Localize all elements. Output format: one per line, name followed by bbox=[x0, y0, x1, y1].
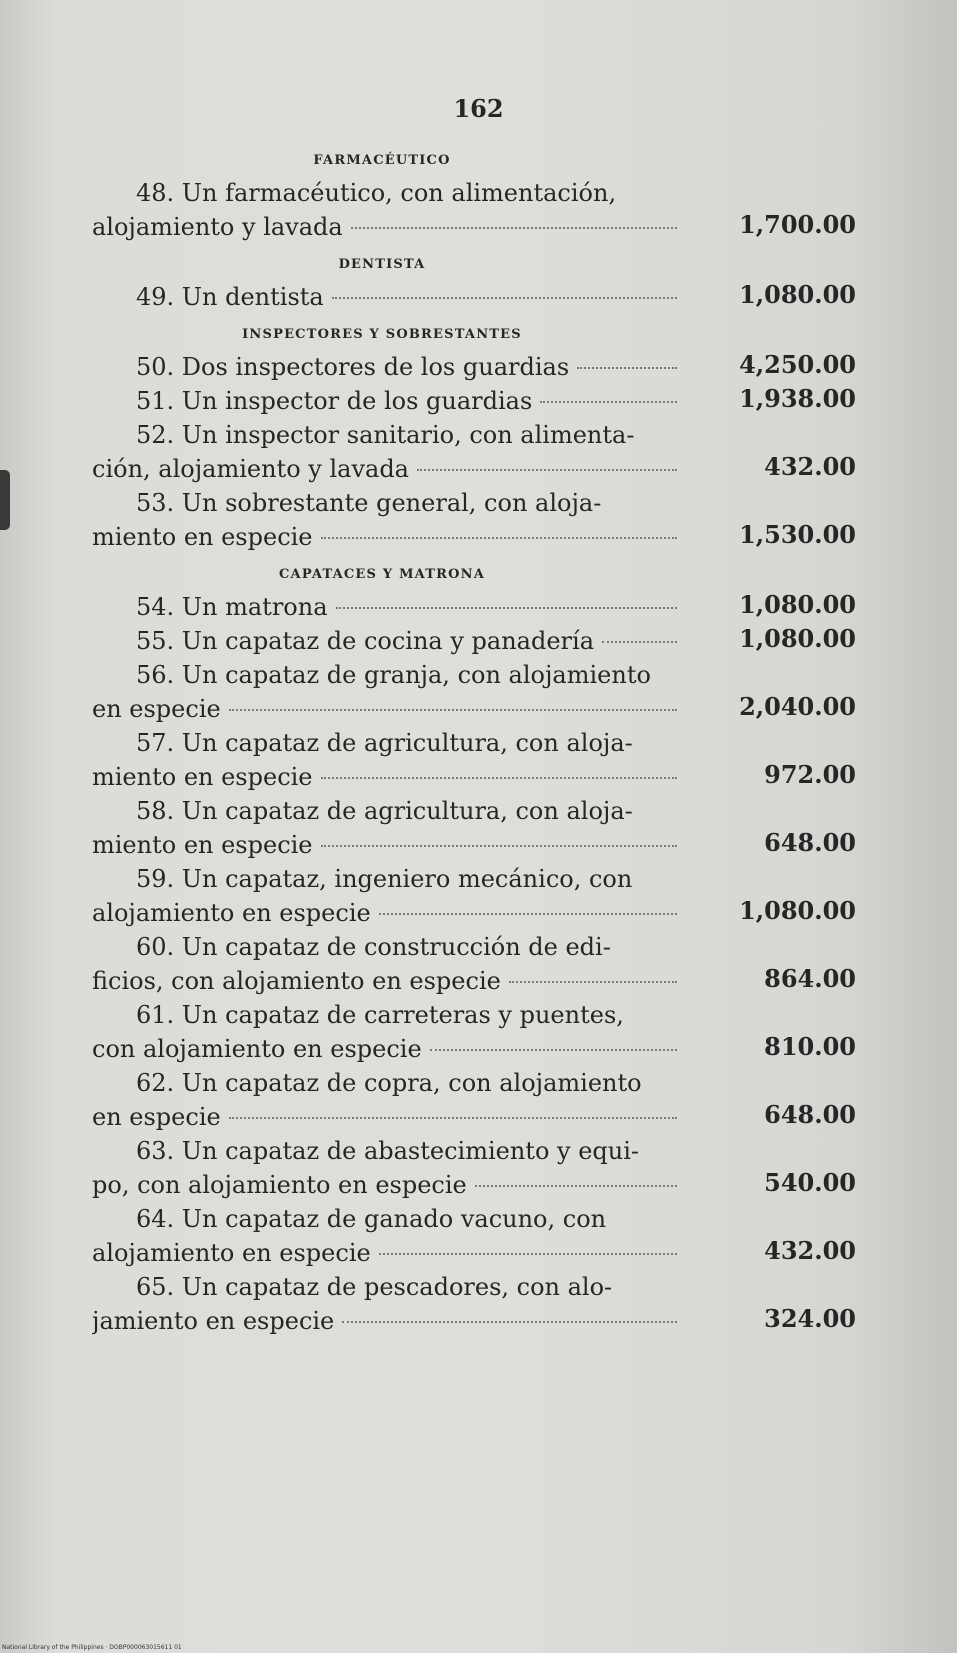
entry-line bbox=[92, 384, 677, 418]
entry-line-text: 54. Un matrona bbox=[136, 593, 328, 621]
entry-line-text: 55. Un capataz de cocina y panadería bbox=[136, 627, 595, 655]
entry-line-text: miento en especie bbox=[92, 763, 313, 791]
entry-line: 62. Un capataz de copra, con alojamiento bbox=[136, 1069, 642, 1097]
dot-leader bbox=[229, 709, 677, 711]
entry-line-text: 50. Dos inspectores de los guardias bbox=[136, 353, 570, 381]
dot-leader bbox=[577, 367, 677, 369]
budget-entry bbox=[92, 1134, 904, 1202]
dot-leader bbox=[332, 297, 677, 299]
section-heading: FARMACÉUTICO bbox=[313, 153, 451, 168]
entry-description bbox=[92, 1134, 677, 1202]
entry-description bbox=[92, 658, 677, 726]
budget-entry bbox=[92, 486, 904, 554]
dot-leader bbox=[336, 607, 677, 609]
dot-leader bbox=[351, 227, 677, 229]
entry-line bbox=[92, 896, 677, 930]
entry-description bbox=[92, 590, 677, 624]
entry-amount: 1,080.00 bbox=[739, 280, 856, 309]
entry-line bbox=[92, 1304, 677, 1338]
entry-amount: 810.00 bbox=[764, 1032, 856, 1061]
entry-amount: 864.00 bbox=[764, 964, 856, 993]
dot-leader bbox=[379, 1253, 677, 1255]
entry-line bbox=[92, 828, 677, 862]
entry-description bbox=[92, 176, 677, 244]
entry-amount: 972.00 bbox=[764, 760, 856, 789]
entry-description bbox=[92, 1270, 677, 1338]
entry-line-text: ción, alojamiento y lavada bbox=[92, 455, 409, 483]
entry-amount: 1,080.00 bbox=[739, 624, 856, 653]
entry-line: 52. Un inspector sanitario, con alimenta- bbox=[136, 421, 635, 449]
dot-leader bbox=[509, 981, 677, 983]
budget-entry bbox=[92, 1202, 904, 1270]
entry-line: 53. Un sobrestante general, con aloja- bbox=[136, 489, 602, 517]
budget-entry bbox=[92, 280, 904, 314]
budget-entry bbox=[92, 1270, 904, 1338]
dot-leader bbox=[379, 913, 677, 915]
budget-entry bbox=[92, 1066, 904, 1134]
entry-amount: 1,700.00 bbox=[739, 210, 856, 239]
budget-entry bbox=[92, 350, 904, 384]
dot-leader bbox=[321, 777, 677, 779]
budget-entry bbox=[92, 418, 904, 486]
entry-line bbox=[92, 350, 677, 384]
budget-entry bbox=[92, 726, 904, 794]
budget-entry bbox=[92, 794, 904, 862]
dot-leader bbox=[417, 469, 677, 471]
entry-line bbox=[92, 520, 677, 554]
entry-line-text: miento en especie bbox=[92, 523, 313, 551]
entry-line-text: miento en especie bbox=[92, 831, 313, 859]
entry-line bbox=[92, 624, 677, 658]
dot-leader bbox=[342, 1321, 677, 1323]
binding-mark bbox=[0, 470, 10, 530]
entry-amount: 432.00 bbox=[764, 452, 856, 481]
dot-leader bbox=[540, 401, 677, 403]
entry-line-text: en especie bbox=[92, 1103, 221, 1131]
entry-description bbox=[92, 624, 677, 658]
entry-amount: 1,080.00 bbox=[739, 896, 856, 925]
entry-amount: 1,080.00 bbox=[739, 590, 856, 619]
entry-amount: 432.00 bbox=[764, 1236, 856, 1265]
budget-entry bbox=[92, 624, 904, 658]
entry-line bbox=[92, 760, 677, 794]
entry-description bbox=[92, 1202, 677, 1270]
entry-line bbox=[92, 1168, 677, 1202]
entry-line: 64. Un capataz de ganado vacuno, con bbox=[136, 1205, 607, 1233]
dot-leader bbox=[229, 1117, 677, 1119]
entry-description bbox=[92, 280, 677, 314]
entry-line-text: 49. Un dentista bbox=[136, 283, 324, 311]
entry-line: 57. Un capataz de agricultura, con aloja- bbox=[136, 729, 633, 757]
entry-description bbox=[92, 486, 677, 554]
entry-line-text: po, con alojamiento en especie bbox=[92, 1171, 467, 1199]
entry-description bbox=[92, 930, 677, 998]
entry-description bbox=[92, 998, 677, 1066]
entry-line: 56. Un capataz de granja, con alojamiento bbox=[136, 661, 651, 689]
dot-leader bbox=[602, 641, 677, 643]
entry-line-text: alojamiento en especie bbox=[92, 1239, 371, 1267]
dot-leader bbox=[321, 537, 677, 539]
entry-line bbox=[92, 692, 677, 726]
entry-line: 61. Un capataz de carreteras y puentes, bbox=[136, 1001, 624, 1029]
entry-line bbox=[92, 210, 677, 244]
entry-line bbox=[92, 1032, 677, 1066]
entry-amount: 4,250.00 bbox=[739, 350, 856, 379]
entry-line-text: ficios, con alojamiento en especie bbox=[92, 967, 501, 995]
entry-description bbox=[92, 1066, 677, 1134]
entry-amount: 648.00 bbox=[764, 1100, 856, 1129]
section-heading: DENTISTA bbox=[338, 257, 426, 272]
dot-leader bbox=[430, 1049, 677, 1051]
budget-entry bbox=[92, 930, 904, 998]
entry-line bbox=[92, 452, 677, 486]
budget-entry bbox=[92, 384, 904, 418]
budget-entry bbox=[92, 862, 904, 930]
entry-description bbox=[92, 726, 677, 794]
entry-description bbox=[92, 350, 677, 384]
entry-amount: 1,530.00 bbox=[739, 520, 856, 549]
entry-line bbox=[92, 964, 677, 998]
entry-line-text: jamiento en especie bbox=[92, 1307, 335, 1335]
section-heading: INSPECTORES Y SOBRESTANTES bbox=[242, 327, 522, 342]
entry-line-text: con alojamiento en especie bbox=[92, 1035, 422, 1063]
entry-amount: 324.00 bbox=[764, 1304, 856, 1333]
budget-list bbox=[92, 150, 904, 1338]
entry-line: 59. Un capataz, ingeniero mecánico, con bbox=[136, 865, 633, 893]
entry-line-text: alojamiento en especie bbox=[92, 899, 371, 927]
budget-entry bbox=[92, 590, 904, 624]
entry-amount: 2,040.00 bbox=[739, 692, 856, 721]
section-heading: CAPATACES Y MATRONA bbox=[279, 567, 485, 582]
entry-description bbox=[92, 418, 677, 486]
budget-entry bbox=[92, 658, 904, 726]
dot-leader bbox=[321, 845, 677, 847]
entry-line: 58. Un capataz de agricultura, con aloja- bbox=[136, 797, 633, 825]
budget-entry bbox=[92, 998, 904, 1066]
page-number: 162 bbox=[453, 94, 504, 123]
entry-line-text: en especie bbox=[92, 695, 221, 723]
entry-line bbox=[92, 280, 677, 314]
entry-line: 63. Un capataz de abastecimiento y equi- bbox=[136, 1137, 640, 1165]
entry-description bbox=[92, 384, 677, 418]
entry-line bbox=[92, 1100, 677, 1134]
entry-amount: 648.00 bbox=[764, 828, 856, 857]
entry-line-text: 51. Un inspector de los guardias bbox=[136, 387, 533, 415]
entry-line bbox=[92, 590, 677, 624]
entry-description bbox=[92, 862, 677, 930]
entry-line-text: alojamiento y lavada bbox=[92, 213, 343, 241]
entry-amount: 540.00 bbox=[764, 1168, 856, 1197]
entry-line: 60. Un capataz de construcción de edi- bbox=[136, 933, 611, 961]
footer-credit: National Library of the Philippines · DOBP000063015611 01 bbox=[2, 1644, 182, 1651]
budget-entry bbox=[92, 176, 904, 244]
entry-line: 65. Un capataz de pescadores, con alo- bbox=[136, 1273, 613, 1301]
entry-amount: 1,938.00 bbox=[739, 384, 856, 413]
entry-line: 48. Un farmacéutico, con alimentación, bbox=[136, 179, 617, 207]
entry-line bbox=[92, 1236, 677, 1270]
dot-leader bbox=[475, 1185, 677, 1187]
entry-description bbox=[92, 794, 677, 862]
